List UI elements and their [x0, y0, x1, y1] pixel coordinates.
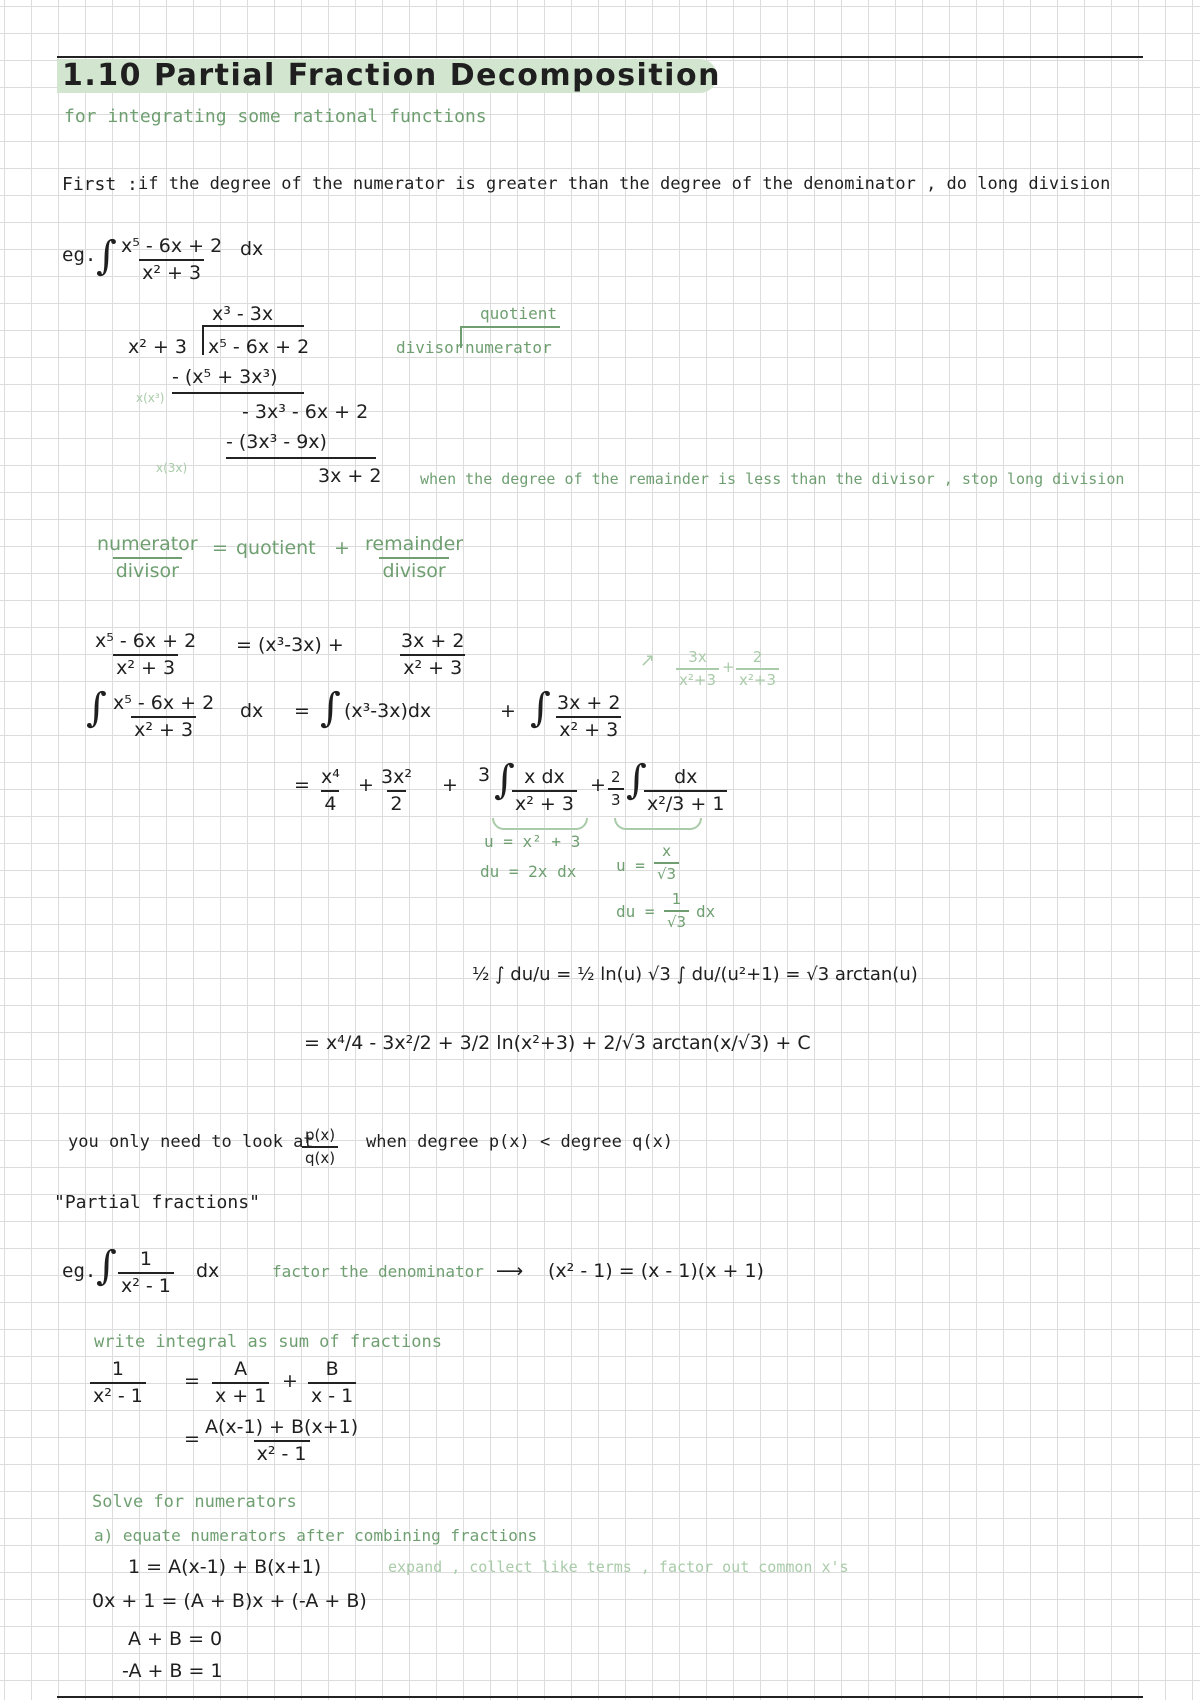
example1-numerator: x⁵ - 6x + 2 — [121, 235, 223, 257]
note-frac-num: p(x) — [305, 1126, 336, 1144]
sub-du2-num: 1 — [671, 890, 682, 908]
note-text-2: when degree p(x) < degree q(x) — [366, 1132, 674, 1152]
bottom-rule — [57, 1696, 1143, 1698]
example2-factored: (x² - 1) = (x - 1)(x + 1) — [548, 1260, 764, 1282]
solve-eq-3: A + B = 0 — [128, 1628, 223, 1650]
work-line2-left — [110, 694, 217, 740]
work-line3-coef2-den: 3 — [608, 788, 624, 808]
work-line3-t1-num: x⁴ — [321, 766, 340, 788]
work-line3-coef2-num: 2 — [611, 768, 621, 786]
note-fraction — [302, 1128, 338, 1166]
pf-combined-den: x² - 1 — [254, 1440, 310, 1464]
sub-du2-dx: dx — [696, 902, 716, 921]
work-line3-t1 — [318, 768, 343, 814]
legend-numerator: numerator — [465, 338, 552, 357]
work-line2-right — [554, 694, 623, 740]
split-a-num: 3x — [688, 648, 707, 666]
ld-bar-1 — [172, 392, 304, 394]
work-line3-integral-2: ∫ — [626, 757, 647, 803]
work-line2-plus: + — [500, 700, 516, 722]
work-line3-i2-den: x²/3 + 1 — [644, 790, 727, 814]
expand-note: expand , collect like terms , factor out common x's — [388, 1558, 849, 1576]
split-fraction-a — [676, 650, 719, 688]
first-label: First : — [62, 174, 138, 195]
write-integral-note: write integral as sum of fractions — [94, 1332, 442, 1352]
work-line2-num: x⁵ - 6x + 2 — [113, 692, 215, 714]
work-line3-i1-num: x dx — [524, 766, 565, 788]
example1-denominator: x² + 3 — [139, 259, 204, 283]
work-line2-rnum: 3x + 2 — [557, 692, 621, 714]
example2-num: 1 — [139, 1248, 152, 1270]
example1-fraction — [118, 237, 225, 283]
ld-remainder2: 3x + 2 — [318, 465, 382, 487]
ld-quotient: x³ - 3x — [212, 303, 274, 325]
split-plus: + — [722, 658, 735, 676]
solve-step-a: a) equate numerators after combining fractions — [94, 1526, 538, 1545]
split-b-num: 2 — [752, 648, 763, 666]
work-line2-dx: dx — [240, 700, 264, 722]
ld-bar-2 — [226, 457, 376, 459]
example2-dx: dx — [196, 1260, 220, 1282]
example2-arrow: ⟶ — [496, 1260, 524, 1282]
example1-dx: dx — [240, 238, 264, 260]
work-line1-eq: = (x³-3x) + — [236, 634, 344, 656]
example2-den: x² - 1 — [118, 1272, 174, 1296]
split-b-den: x²+3 — [736, 668, 779, 688]
rule-right-fraction — [362, 535, 466, 581]
sub-du1: du = 2x dx — [480, 862, 577, 881]
split-arrow: ↗ — [640, 650, 656, 671]
work-line3-i1-den: x² + 3 — [512, 790, 577, 814]
ld-dividend: x⁵ - 6x + 2 — [208, 336, 310, 358]
work-line3-t2-den: 2 — [387, 790, 405, 814]
pf-a-den: x + 1 — [212, 1382, 269, 1406]
pf-combined — [202, 1418, 361, 1464]
result-substitution: ½ ∫ du/u = ½ ln(u) √3 ∫ du/(u²+1) = √3 arctan(u) — [472, 964, 918, 985]
final-answer: = x⁴/4 - 3x²/2 + 3/2 ln(x²+3) + 2/√3 arctan(x/√3) + C — [304, 1032, 811, 1054]
ld-remainder1: - 3x³ - 6x + 2 — [242, 401, 369, 423]
pf-eq2: = — [184, 1428, 200, 1450]
work-line2-integral-3: ∫ — [530, 685, 551, 731]
sub-du2-frac — [664, 892, 689, 930]
rule-divisor-1: divisor — [113, 557, 182, 581]
rule-divisor-2: divisor — [379, 557, 448, 581]
ld-side-note-1: x(x³) — [136, 391, 165, 405]
work-line1-rnum: 3x + 2 — [401, 630, 465, 652]
subtitle: for integrating some rational functions — [64, 106, 487, 127]
work-line3-eq: = — [294, 774, 310, 796]
example2-factor-note: factor the denominator — [272, 1262, 484, 1281]
work-line3-coef2 — [608, 770, 624, 808]
note-frac-den: q(x) — [302, 1146, 338, 1166]
work-line2-integral-2: ∫ — [320, 685, 341, 731]
work-line3-coef: 3 — [478, 764, 491, 786]
sub-bracket-1 — [492, 818, 588, 830]
example2-integral: ∫ — [96, 1243, 117, 1289]
work-line2-integral: ∫ — [86, 685, 107, 731]
pf-lhs-num: 1 — [111, 1358, 124, 1380]
sub-u2-den: √3 — [654, 862, 679, 882]
work-line3-plus3: + — [590, 774, 606, 796]
example2-fraction — [118, 1250, 174, 1296]
pf-lhs-den: x² - 1 — [90, 1382, 146, 1406]
legend-divisor: divisor — [396, 338, 464, 357]
work-line3-t2 — [378, 768, 415, 814]
solve-eq-1: 1 = A(x-1) + B(x+1) — [128, 1556, 322, 1578]
note-text-1: you only need to look at — [68, 1132, 314, 1152]
eg-label-2: eg. — [62, 1260, 97, 1282]
work-line2-mid: (x³-3x)dx — [344, 700, 432, 722]
ld-divisor: x² + 3 — [128, 336, 187, 358]
pf-b-num: B — [325, 1358, 339, 1380]
legend-bar — [460, 326, 560, 328]
pf-plus: + — [282, 1370, 298, 1392]
eg-label-1: eg. — [62, 244, 97, 266]
ld-step2: - (3x³ - 9x) — [226, 431, 327, 453]
work-line2-eq: = — [294, 700, 310, 722]
sub-u2-frac — [654, 844, 679, 882]
legend-quotient: quotient — [480, 304, 558, 323]
solve-heading: Solve for numerators — [92, 1492, 297, 1512]
rule-plus: + — [334, 537, 350, 559]
sub-du2-lhs: du = — [616, 902, 655, 921]
pf-b — [308, 1360, 356, 1406]
rule-equals: = — [212, 537, 228, 559]
ld-top-bar — [202, 325, 304, 327]
rule-remainder: remainder — [365, 533, 464, 555]
pf-a — [212, 1360, 269, 1406]
work-line3-t1-den: 4 — [321, 790, 339, 814]
partial-fractions-heading: "Partial fractions" — [54, 1192, 260, 1213]
rule-numerator: numerator — [97, 533, 198, 555]
ld-side-note-2: x(3x) — [156, 461, 188, 475]
stop-note: when the degree of the remainder is less than the divisor , stop long division — [420, 470, 1125, 488]
work-line3-i2 — [644, 768, 727, 814]
sub-bracket-2 — [614, 818, 702, 830]
split-a-den: x²+3 — [676, 668, 719, 688]
work-line3-i1 — [512, 768, 577, 814]
split-fraction-b — [736, 650, 779, 688]
pf-lhs — [90, 1360, 146, 1406]
work-line3-plus1: + — [358, 774, 374, 796]
rule-left-fraction — [94, 535, 201, 581]
integral-sign: ∫ — [96, 233, 117, 279]
pf-b-den: x - 1 — [308, 1382, 356, 1406]
work-line3-plus2: + — [442, 774, 458, 796]
page-title: 1.10 Partial Fraction Decomposition — [62, 58, 721, 93]
solve-eq-4: -A + B = 1 — [122, 1660, 223, 1682]
ld-step1: - (x⁵ + 3x³) — [172, 366, 278, 388]
ld-radical — [202, 325, 204, 355]
sub-du2-den: √3 — [664, 910, 689, 930]
work-line1-right — [398, 632, 467, 678]
pf-a-num: A — [234, 1358, 248, 1380]
sub-u2-num: x — [662, 842, 671, 860]
work-line2-rden: x² + 3 — [556, 716, 621, 740]
work-line2-den: x² + 3 — [131, 716, 196, 740]
work-line1-left — [92, 632, 199, 678]
pf-combined-num: A(x-1) + B(x+1) — [205, 1416, 359, 1438]
work-line1-rden: x² + 3 — [400, 654, 465, 678]
work-line3-i2-num: dx — [674, 766, 698, 788]
sub-u2-lhs: u = — [616, 856, 645, 875]
first-text: if the degree of the numerator is greater than the degree of the denominator , do long division — [138, 174, 1111, 194]
solve-eq-2: 0x + 1 = (A + B)x + (-A + B) — [92, 1590, 367, 1612]
rule-quotient: quotient — [236, 537, 316, 559]
work-line1-den: x² + 3 — [113, 654, 178, 678]
sub-u1: u = x² + 3 — [484, 832, 581, 851]
work-line3-integral-1: ∫ — [494, 757, 515, 803]
pf-eq: = — [184, 1370, 200, 1392]
work-line3-t2-num: 3x² — [381, 766, 412, 788]
work-line1-num: x⁵ - 6x + 2 — [95, 630, 197, 652]
